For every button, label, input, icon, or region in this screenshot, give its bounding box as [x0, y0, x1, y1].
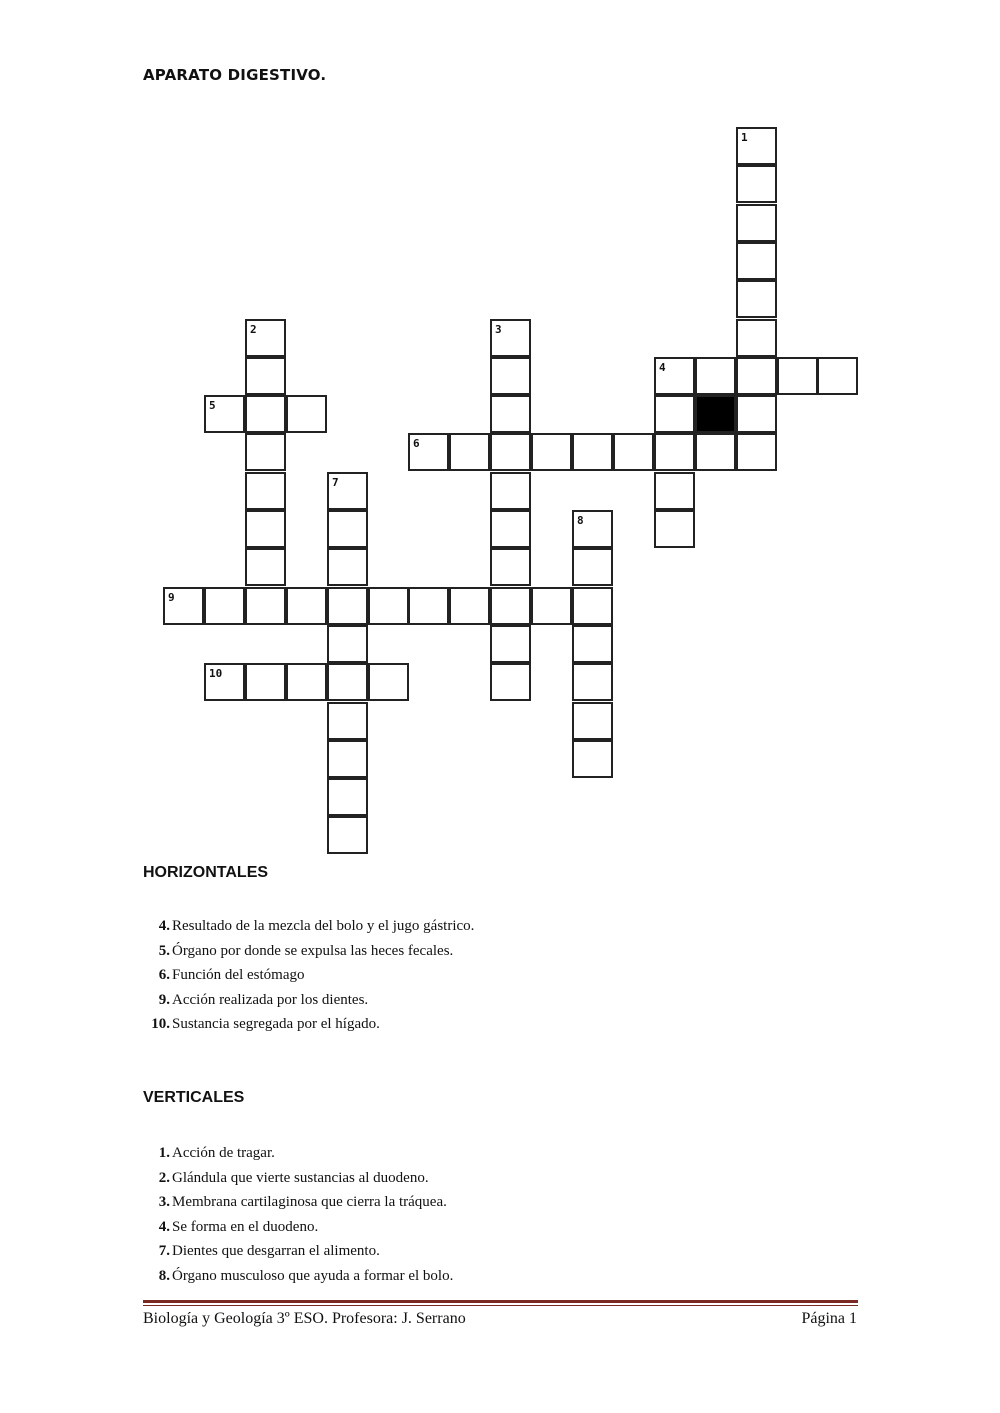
- crossword-cell[interactable]: [490, 319, 531, 357]
- clue-number: 7: [332, 476, 339, 489]
- crossword-cell[interactable]: [572, 433, 613, 471]
- vertical-heading: VERTICALES: [143, 1089, 245, 1106]
- crossword-cell[interactable]: [695, 433, 736, 471]
- crossword-cell[interactable]: [245, 663, 286, 701]
- crossword-cell[interactable]: [245, 472, 286, 510]
- clue-item: 7. Dientes que desgarran el alimento.: [158, 1243, 380, 1259]
- crossword-cell[interactable]: [327, 778, 368, 816]
- horizontal-heading: HORIZONTALES: [143, 864, 269, 881]
- crossword-cell[interactable]: [490, 548, 531, 586]
- clue-item: 1. Acción de tragar.: [158, 1145, 275, 1161]
- crossword-cell[interactable]: [163, 587, 204, 625]
- crossword-cell[interactable]: [490, 357, 531, 395]
- clue-number: 3: [495, 323, 502, 336]
- crossword-cell[interactable]: [572, 663, 613, 701]
- crossword-cell[interactable]: [736, 165, 777, 203]
- crossword-cell[interactable]: [327, 587, 368, 625]
- crossword-cell[interactable]: [572, 702, 613, 740]
- clue-number: 8: [577, 514, 584, 527]
- crossword-cell[interactable]: [736, 204, 777, 242]
- crossword-cell[interactable]: [490, 625, 531, 663]
- footer-page-number: Página 1: [801, 1310, 857, 1327]
- crossword-cell[interactable]: [490, 587, 531, 625]
- footer-divider-thin: [143, 1305, 858, 1306]
- crossword-cell[interactable]: [654, 472, 695, 510]
- crossword-cell[interactable]: [736, 395, 777, 433]
- crossword-cell[interactable]: [327, 740, 368, 778]
- crossword-cell[interactable]: [572, 587, 613, 625]
- crossword-cell[interactable]: [654, 433, 695, 471]
- clue-item: 2. Glándula que vierte sustancias al duodeno.: [158, 1169, 429, 1186]
- crossword-cell[interactable]: [490, 663, 531, 701]
- crossword-cell[interactable]: [408, 587, 449, 625]
- crossword-cell[interactable]: [449, 433, 490, 471]
- crossword-cell[interactable]: [490, 472, 531, 510]
- crossword-cell[interactable]: [817, 357, 858, 395]
- clue-item: 9. Acción realizada por los dientes.: [158, 991, 369, 1008]
- footer-divider: [143, 1300, 858, 1303]
- crossword-cell[interactable]: [736, 242, 777, 280]
- crossword-cell[interactable]: [204, 663, 245, 701]
- crossword-blocked-cell: [695, 395, 736, 433]
- crossword-cell[interactable]: [327, 663, 368, 701]
- crossword-cell[interactable]: [245, 510, 286, 548]
- vertical-clues: [140, 1141, 453, 1288]
- crossword-cell[interactable]: [654, 395, 695, 433]
- clue-number: 4: [659, 361, 666, 374]
- crossword-cell[interactable]: [327, 702, 368, 740]
- clue-number: 1: [741, 131, 748, 144]
- clue-item: 5. Órgano por donde se expulsa las heces fecales.: [158, 942, 454, 959]
- crossword-cell[interactable]: [286, 395, 327, 433]
- crossword-cell[interactable]: [327, 548, 368, 586]
- clue-item: 4. Se forma en el duodeno.: [158, 1218, 319, 1235]
- crossword-cell[interactable]: [572, 740, 613, 778]
- crossword-cell[interactable]: [368, 587, 409, 625]
- crossword-cell[interactable]: [736, 319, 777, 357]
- crossword-cell[interactable]: [449, 587, 490, 625]
- crossword-cell[interactable]: [368, 663, 409, 701]
- clue-item: 8. Órgano musculoso que ayuda a formar el bolo.: [158, 1267, 454, 1284]
- crossword-cell[interactable]: [327, 625, 368, 663]
- crossword-cell[interactable]: [245, 587, 286, 625]
- crossword-cell[interactable]: [654, 510, 695, 548]
- crossword-cell[interactable]: [736, 433, 777, 471]
- clue-item: 6. Función del estómago: [158, 967, 305, 983]
- crossword-cell[interactable]: [204, 395, 245, 433]
- crossword-cell[interactable]: [572, 625, 613, 663]
- crossword-cell[interactable]: [327, 816, 368, 854]
- clue-number: 10: [209, 667, 223, 680]
- crossword-cell[interactable]: [531, 587, 572, 625]
- crossword-cell[interactable]: [572, 510, 613, 548]
- crossword-cell[interactable]: [490, 510, 531, 548]
- crossword-cell[interactable]: [531, 433, 572, 471]
- crossword-cell[interactable]: [490, 395, 531, 433]
- crossword-cell[interactable]: [245, 433, 286, 471]
- crossword-cell[interactable]: [572, 548, 613, 586]
- clue-number: 5: [209, 399, 216, 412]
- crossword-cell[interactable]: [736, 127, 777, 165]
- crossword-cell[interactable]: [408, 433, 449, 471]
- crossword-cell[interactable]: [613, 433, 654, 471]
- clue-item: 10. Sustancia segregada por el hígado.: [151, 1016, 380, 1032]
- page-title: APARATO DIGESTIVO.: [143, 66, 327, 84]
- crossword-cell[interactable]: [245, 319, 286, 357]
- crossword-cell[interactable]: [777, 357, 818, 395]
- crossword-cell[interactable]: [736, 280, 777, 318]
- clue-number: 6: [413, 437, 420, 450]
- crossword-cell[interactable]: [327, 510, 368, 548]
- crossword-cell[interactable]: [286, 587, 327, 625]
- crossword-cell[interactable]: [286, 663, 327, 701]
- crossword-cell[interactable]: [204, 587, 245, 625]
- clue-item: 3. Membrana cartilaginosa que cierra la tráquea.: [158, 1194, 447, 1210]
- crossword-cell[interactable]: [245, 357, 286, 395]
- clue-number: 9: [168, 591, 175, 604]
- crossword-cell[interactable]: [245, 548, 286, 586]
- clue-number: 2: [250, 323, 257, 336]
- horizontal-clues: [140, 914, 474, 1037]
- footer-course: Biología y Geología 3º ESO. Profesora: J. Serrano: [143, 1310, 466, 1327]
- crossword-cell[interactable]: [245, 395, 286, 433]
- crossword-cell[interactable]: [695, 357, 736, 395]
- crossword-cell[interactable]: [490, 433, 531, 471]
- crossword-cell[interactable]: [327, 472, 368, 510]
- crossword-cell[interactable]: [736, 357, 777, 395]
- clue-item: 4. Resultado de la mezcla del bolo y el jugo gástrico.: [158, 918, 475, 934]
- crossword-cell[interactable]: [654, 357, 695, 395]
